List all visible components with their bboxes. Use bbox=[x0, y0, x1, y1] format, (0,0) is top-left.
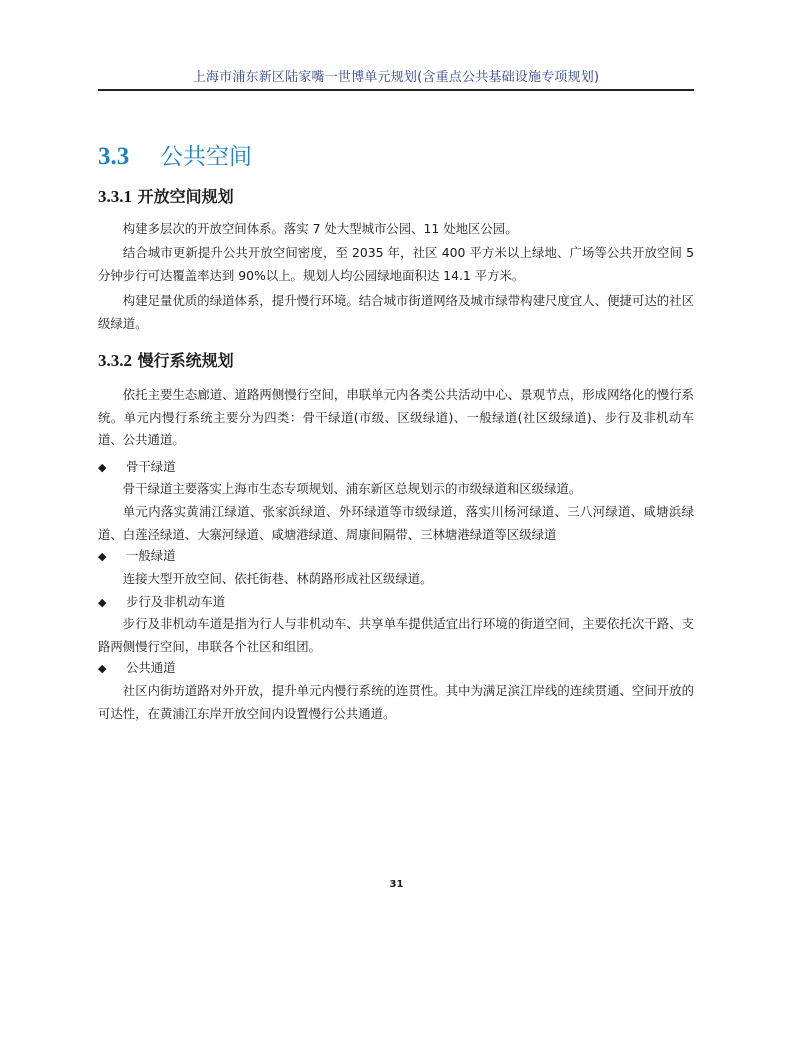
paragraph: 结合城市更新提升公共开放空间密度，至 2035 年，社区 400 平方米以上绿地、广场等公共开放空间 5 分钟步行可达覆盖率达到 90%以上。规划人均公园绿地面积达 14.1 平方米。 bbox=[98, 245, 694, 283]
paragraph: 构建足量优质的绿道体系，提升慢行环境。结合城市街道网络及城市绿带构建尺度宜人、便捷可达的社区级绿道。 bbox=[98, 293, 694, 331]
paragraph: 单元内落实黄浦江绿道、张家浜绿道、外环绿道等市级绿道，落实川杨河绿道、三八河绿道、咸塘浜绿道、白莲泾绿道、大寨河绿道、咸塘港绿道、周康间隔带、三林塘港绿道等区级绿道 bbox=[98, 504, 694, 542]
bullet-label: 步行及非机动车道 bbox=[126, 594, 226, 609]
paragraph: 依托主要生态廊道、道路两侧慢行空间，串联单元内各类公共活动中心、景观节点，形成网络化的慢行系统。单元内慢行系统主要分为四类：骨干绿道(市级、区级绿道)、一般绿道(社区级绿道)、步行及非机动车道、公共通道。 bbox=[98, 387, 694, 447]
bullet-label: 一般绿道 bbox=[126, 548, 176, 563]
paragraph: 社区内街坊道路对外开放，提升单元内慢行系统的连贯性。其中为满足滨江岸线的连续贯通、空间开放的可达性，在黄浦江东岸开放空间内设置慢行公共通道。 bbox=[98, 683, 694, 721]
diamond-bullet-icon: ◆ bbox=[98, 461, 107, 474]
paragraph: 构建多层次的开放空间体系。落实 7 处大型城市公园、11 处地区公园。 bbox=[122, 221, 518, 236]
section-title: 公共空间 bbox=[160, 144, 252, 170]
section-heading bbox=[98, 138, 252, 171]
section-number: 3.3 bbox=[98, 143, 130, 170]
bullet-item bbox=[98, 545, 176, 569]
bullet-item bbox=[98, 591, 225, 615]
paragraph: 骨干绿道主要落实上海市生态专项规划、浦东新区总规划示的市级绿道和区级绿道。 bbox=[122, 481, 582, 496]
bullet-label: 公共通道 bbox=[126, 660, 176, 675]
page-number: 31 bbox=[389, 879, 404, 890]
paragraph: 步行及非机动车道是指为行人与非机动车、共享单车提供适宜出行环境的街道空间，主要依托次干路、支路两侧慢行空间，串联各个社区和组团。 bbox=[98, 616, 694, 654]
header-divider bbox=[98, 89, 694, 91]
subsection-heading-2 bbox=[98, 348, 234, 371]
bullet-label: 骨干绿道 bbox=[126, 459, 176, 474]
subsection-number: 3.3.1 bbox=[98, 187, 132, 206]
bullet-item bbox=[98, 657, 176, 681]
diamond-bullet-icon: ◆ bbox=[98, 596, 107, 609]
subsection-title: 开放空间规划 bbox=[137, 187, 234, 206]
subsection-number: 3.3.2 bbox=[98, 351, 132, 370]
subsection-heading-1 bbox=[98, 184, 234, 207]
diamond-bullet-icon: ◆ bbox=[98, 662, 107, 675]
subsection-title: 慢行系统规划 bbox=[137, 351, 234, 370]
diamond-bullet-icon: ◆ bbox=[98, 550, 107, 563]
paragraph: 连接大型开放空间、依托街巷、林荫路形成社区级绿道。 bbox=[122, 571, 433, 586]
page-header-title: 上海市浦东新区陆家嘴一世博单元规划(含重点公共基础设施专项规划) bbox=[192, 70, 600, 85]
bullet-item bbox=[98, 456, 176, 480]
